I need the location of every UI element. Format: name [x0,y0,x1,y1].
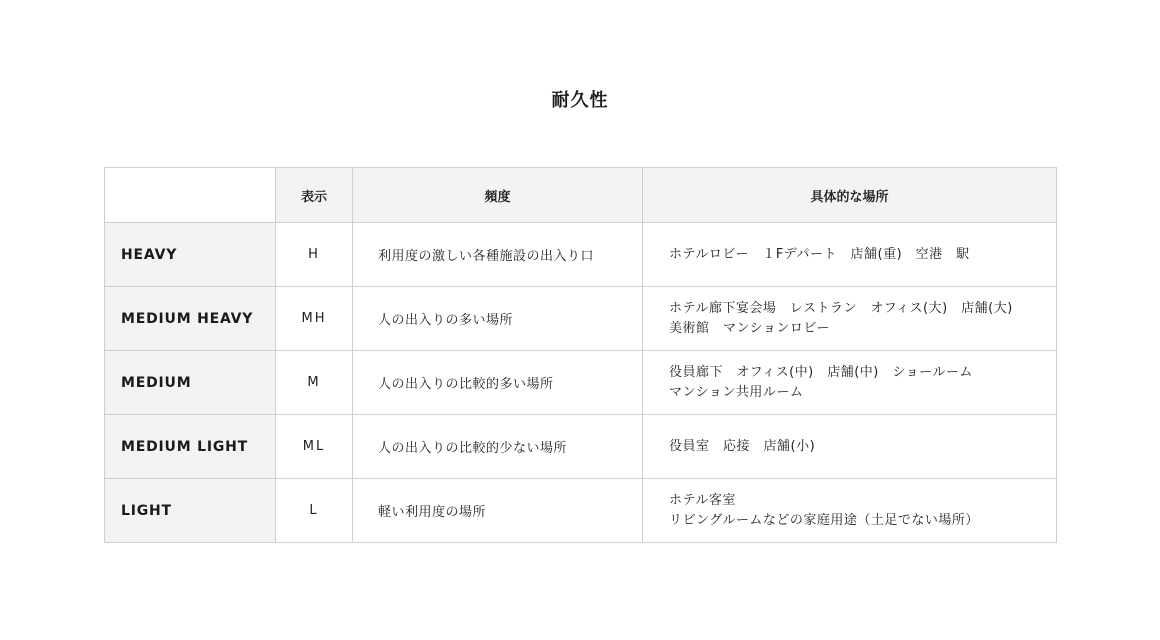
code-cell: ML [276,415,353,479]
grade-cell: HEAVY [105,223,276,287]
frequency-cell: 人の出入りの比較的多い場所 [353,351,643,415]
places-line: ホテルロビー １Fデパート 店舗(重) 空港 駅 [669,246,970,262]
page-title: 耐久性 [551,90,609,111]
frequency-cell: 人の出入りの比較的少ない場所 [353,415,643,479]
header-display: 表示 [276,168,353,223]
header-frequency: 頻度 [353,168,643,223]
places-line: 美術館 マンションロビー [669,320,830,336]
frequency-cell: 人の出入りの多い場所 [353,287,643,351]
places-line: リビングルームなどの家庭用途（土足でない場所） [669,512,979,528]
places-line: 役員室 応接 店舗(小) [669,438,816,454]
table-row [105,351,1057,415]
places-line: ホテル廊下宴会場 レストラン オフィス(大) 店舗(大) [669,300,1013,316]
table-row [105,479,1057,543]
grade-cell: LIGHT [105,479,276,543]
grade-cell: MEDIUM [105,351,276,415]
grade-cell: MEDIUM HEAVY [105,287,276,351]
places-line: 役員廊下 オフィス(中) 店舗(中) ショールーム [669,364,973,380]
code-cell: MH [276,287,353,351]
header-blank-cell [105,168,276,223]
places-line: ホテル客室 [669,492,736,508]
places-line: マンション共用ルーム [669,384,804,400]
places-cell [643,223,1057,287]
code-cell: M [276,351,353,415]
places-cell [643,351,1057,415]
table-row [105,223,1057,287]
durability-table [104,167,1057,543]
places-cell [643,479,1057,543]
table-row [105,287,1057,351]
places-cell [643,287,1057,351]
code-cell: H [276,223,353,287]
frequency-cell: 軽い利用度の場所 [353,479,643,543]
places-cell [643,415,1057,479]
header-places: 具体的な場所 [643,168,1057,223]
table-header-row [105,168,1057,223]
table-row [105,415,1057,479]
code-cell: L [276,479,353,543]
grade-cell: MEDIUM LIGHT [105,415,276,479]
frequency-cell: 利用度の激しい各種施設の出入り口 [353,223,643,287]
